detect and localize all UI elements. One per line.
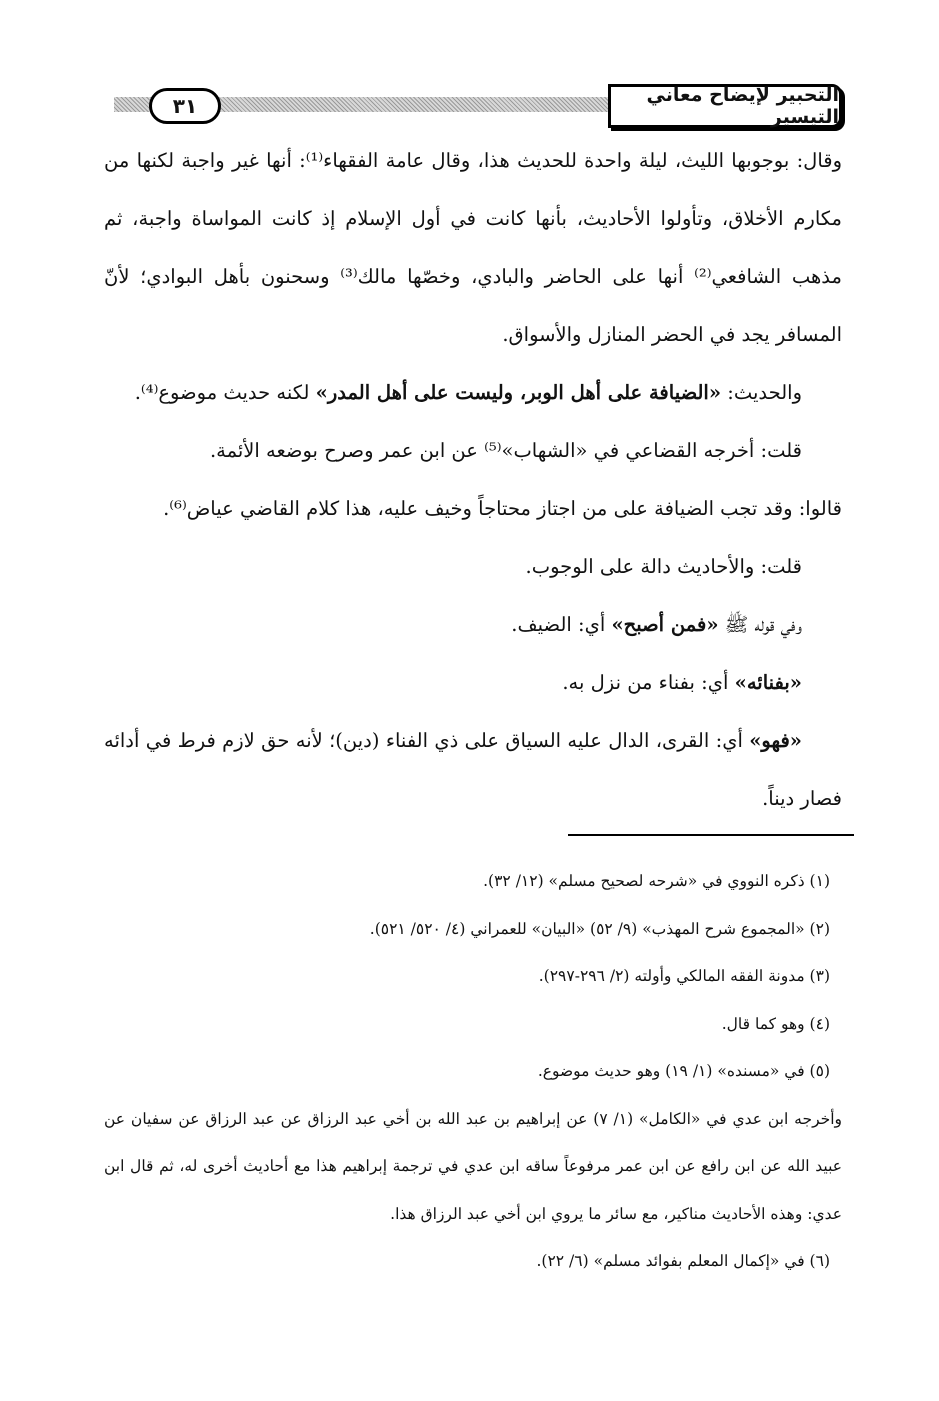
paragraph: قلت: والأحاديث دالة على الوجوب. [525,555,802,578]
running-header [104,84,842,132]
paragraph: قلت: أخرجه القضاعي في «الشهاب»⁽⁵⁾ عن ابن عمر وصرح بوضعه الأئمة. [209,439,802,462]
footnote: (٢) «المجموع شرح المهذب» (٩/ ٥٢) «البيان» للعمراني (٤/ ٥٢٠/ ٥٢١). [369,919,830,938]
paragraph: «بفنائه» أي: بفناء من نزل به. [562,671,802,694]
footnote: (٦) في «إكمال المعلم بفوائد مسلم» (٦/ ٢٢). [536,1252,830,1270]
footnote-continuation: وأخرجه ابن عدي في «الكامل» (١/ ٧) عن إبراهيم بن عبد الله بن أخي عبد الرزاق عن عبد الرزاق عن سفيان عن عبيد الله عن ابن رافع عن ابن عمر مرفوعاً ساقه ابن عدي في ترجمة إبراهيم هذا مع أحاديث أخرى له، ثم قال ابن عدي: وهذه الأحاديث مناكير، مع سائر ما يروي ابن أخي عبد الرزاق هذا. [104,1109,843,1223]
hadith-quote: «فهو» [749,729,802,752]
paragraph: قالوا: وقد تجب الضيافة على من اجتاز محتاجاً وخيف عليه، هذا كلام القاضي عياض⁽⁶⁾. [163,497,842,520]
paragraph: «فهو» أي: القرى، الدال عليه السياق على ذي الفناء (دين)؛ لأنه حق لازم فرط في أدائه فصار ديناً. [104,729,842,810]
paragraph: والحديث: «الضيافة على أهل الوبر، وليست على أهل المدر» لكنه حديث موضوع⁽⁴⁾. [134,381,802,404]
footnote: (٥) في «مسنده» (١/ ١٩) وهو حديث موضوع. [537,1062,830,1080]
book-title: التحبير لإيضاح معاني التيسير [608,84,842,128]
hadith-quote: «الضيافة على أهل الوبر، وليست على أهل المدر» [315,381,722,404]
hadith-quote: «فمن أصبح» [611,613,719,636]
footnote: (٤) وهو كما قال. [721,1014,830,1033]
main-text [104,132,842,828]
footnote: (١) ذكره النووي في «شرحه لصحيح مسلم» (١٢/ ٣٢). [483,872,830,890]
paragraph: وفي قوله ﷺ «فمن أصبح» أي: الضيف. [511,613,802,636]
footnotes [104,858,842,1286]
footnote: (٣) مدونة الفقه المالكي وأولته (٢/ ٢٩٦-٢٩٧). [538,967,830,985]
footnote-separator [568,834,854,836]
page-number: ٣١ [149,88,221,124]
hadith-quote: «بفنائه» [734,671,802,694]
paragraph: وقال: بوجوبها الليث، ليلة واحدة للحديث هذا، وقال عامة الفقهاء⁽¹⁾: أنها غير واجبة لكنها من مكارم الأخلاق، وتأولوا الأحاديث، بأنها كانت في أول الإسلام إذ كانت المواساة واجبة، ثم مذهب الشافعي⁽²⁾ أنها على الحاضر والبادي، وخصّها مالك⁽³⁾ وسحنون بأهل البوادي؛ لأنّ المسافر يجد في الحضر المنازل والأسواق. [104,149,843,346]
